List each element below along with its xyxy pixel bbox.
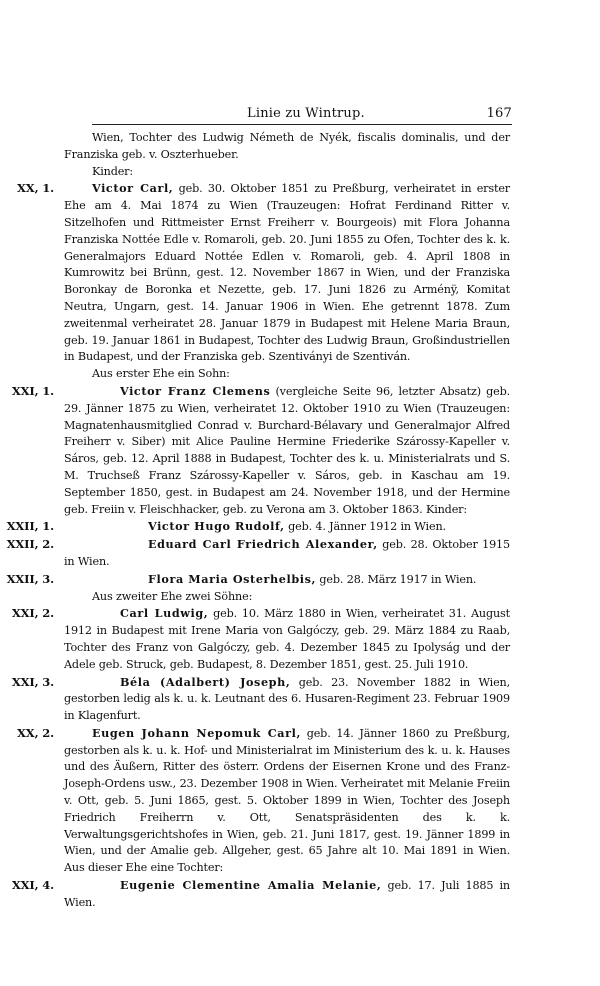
entry-xxii-2: [0, 536, 600, 571]
entry: [0, 164, 600, 181]
entry-text: Aus erster Ehe ein Sohn:: [92, 367, 230, 381]
entry-xx-1: [0, 180, 600, 366]
entry-xxi-3: [0, 674, 600, 725]
entry: [0, 589, 600, 606]
entry-text: Eduard Carl Friedrich Alexander, geb. 28. Oktober 1915 in Wien.: [64, 537, 510, 568]
person-name: Eugenie Clementine Amalia Melanie,: [120, 878, 382, 893]
entry-text: Carl Ludwig, geb. 10. März 1880 in Wien, verheiratet 31. August 1912 in Budapest mit Irene Maria von Galgóczy, geb. 29. März 1884 zu Raab, Tochter des Franz von Galgóczy, geb. 4. Dezember 1845 zu Ipolyság und der Adele geb. Struck, geb. Budapest, 8. Dezember 1851, gest. 25. Juli 1910.: [64, 606, 510, 671]
entry-text: Aus zweiter Ehe zwei Söhne:: [92, 589, 253, 603]
person-name: Béla (Adalbert) Joseph,: [120, 674, 291, 689]
person-name: Carl Ludwig,: [120, 606, 209, 621]
generation-label: XXI, 2.: [11, 606, 54, 621]
page-number: 167: [486, 106, 512, 121]
generation-label: XXI, 3.: [11, 674, 54, 689]
person-name: Eduard Carl Friedrich Alexander,: [148, 537, 378, 552]
generation-label: XXI, 1.: [11, 383, 54, 398]
entry-text: Victor Franz Clemens (vergleiche Seite 96, letzter Absatz) geb. 29. Jänner 1875 zu Wien, verheiratet 12. Oktober 1910 zu Wien (Trauzeugen: Magnatenhausmitglied Conrad v. Burchard-Bélavary und Generalmajor Alfred Freiherr v. Siber) mit Alice Pauline Hermine Friederike Szárossy-Kapeller v. Sáros, geb. 12. April 1888 in Budapest, Tochter des k. u. Ministerialrats und S. M. Truchseß Franz Szárossy-Kapeller v. Sáros, geb. in Kaschau am 19. September 1850, gest. in Budapest am 24. November 1918, und der Hermine geb. Freiin v. Fleischhacker, geb. zu Verona am 3. Oktober 1863. Kinder:: [64, 383, 510, 516]
generation-label: XXII, 3.: [6, 571, 54, 586]
entry-text: Flora Maria Osterhelbis, geb. 28. März 1917 in Wien.: [148, 571, 477, 586]
entry-xxii-1: [0, 518, 600, 536]
genealogy-text: [0, 130, 600, 912]
generation-label: XXI, 4.: [11, 878, 54, 893]
entry-text: Béla (Adalbert) Joseph, geb. 23. November 1882 in Wien, gestorben ledig als k. u. k. Leutnant des 6. Husaren-Regiment 23. Februar 1909 in Klagenfurt.: [64, 674, 510, 723]
generation-label: XXII, 2.: [6, 537, 54, 552]
entry-text: Victor Hugo Rudolf, geb. 4. Jänner 1912 in Wien.: [148, 519, 446, 534]
person-name: Victor Hugo Rudolf,: [148, 519, 285, 534]
entry-text: Eugenie Clementine Amalia Melanie, geb. 17. Juli 1885 in Wien.: [64, 878, 510, 909]
entry-xx-2: [0, 725, 600, 877]
person-name: Flora Maria Osterhelbis,: [148, 571, 317, 586]
person-name: Victor Carl,: [92, 181, 174, 196]
running-title: Linie zu Wintrup.: [247, 106, 365, 121]
person-name: Eugen Johann Nepomuk Carl,: [92, 725, 301, 740]
running-header: [92, 106, 512, 125]
entry-text: Wien, Tochter des Ludwig Németh de Nyék, fiscalis dominalis, und der Franziska geb. v. Oszterhueber.: [64, 131, 510, 161]
generation-label: XXII, 1.: [6, 519, 54, 534]
entry-text: Eugen Johann Nepomuk Carl, geb. 14. Jänner 1860 zu Preßburg, gestorben als k. u. k. Hof- und Ministerialrat im Ministerium des k. u. k. Hauses und des Äußern, Ritter des österr. Ordens der Eisernen Krone und des Franz-Joseph-Ordens usw., 23. Dezember 1908 in Wien. Verheiratet mit Melanie Freiin v. Ott, geb. 5. Juni 1865, gest. 5. Oktober 1899 in Wien, Tochter des Joseph Friedrich Freiherrn v. Ott, Senatspräsidenten des k. k. Verwaltungsgerichtshofes in Wien, geb. 21. Juni 1817, gest. 19. Jänner 1899 in Wien, und der Amalie geb. Allgeher, gest. 65 Jahre alt 10. Mai 1891 in Wien. Aus dieser Ehe eine Tochter:: [64, 725, 510, 875]
entry-xxi-4: [0, 877, 600, 912]
entry-text: Victor Carl, geb. 30. Oktober 1851 zu Preßburg, verheiratet in erster Ehe am 4. Mai 1874 zu Wien (Trauzeugen: Hofrat Ferdinand Ritter v. Sitzelhofen und Rittmeister Ernst Freiherr v. Bourgeois) mit Flora Johanna Franziska Nottée Edle v. Romaroli, geb. 20. Juni 1855 zu Ofen, Tochter des k. k. Generalmajors Eduard Nottée Edlen v. Romaroli, geb. 4. April 1808 in Kumrowitz bei Brünn, gest. 12. November 1867 in Wien, und der Franziska Boronkay de Boronka et Nezette, geb. 17. Juni 1826 zu Arménÿ, Komitat Neutra, Ungarn, gest. 14. Januar 1906 in Wien. Ehe getrennt 1878. Zum zweitenmal verheiratet 28. Januar 1879 in Budapest mit Helene Maria Braun, geb. 19. Januar 1861 in Budapest, Tochter des Ludwig Braun, Großindustriellen in Budapest, und der Franziska geb. Szentiványi de Szentiván.: [64, 181, 510, 364]
entry-xxi-2: [0, 605, 600, 673]
entry: [0, 366, 600, 383]
person-name: Victor Franz Clemens: [120, 383, 271, 398]
generation-label: XX, 1.: [17, 181, 54, 196]
entry-xxii-3: [0, 571, 600, 589]
generation-label: XX, 2.: [17, 725, 54, 740]
entry-xxi-1: [0, 383, 600, 518]
entry: [0, 130, 600, 164]
entry-text: Kinder:: [92, 164, 133, 178]
